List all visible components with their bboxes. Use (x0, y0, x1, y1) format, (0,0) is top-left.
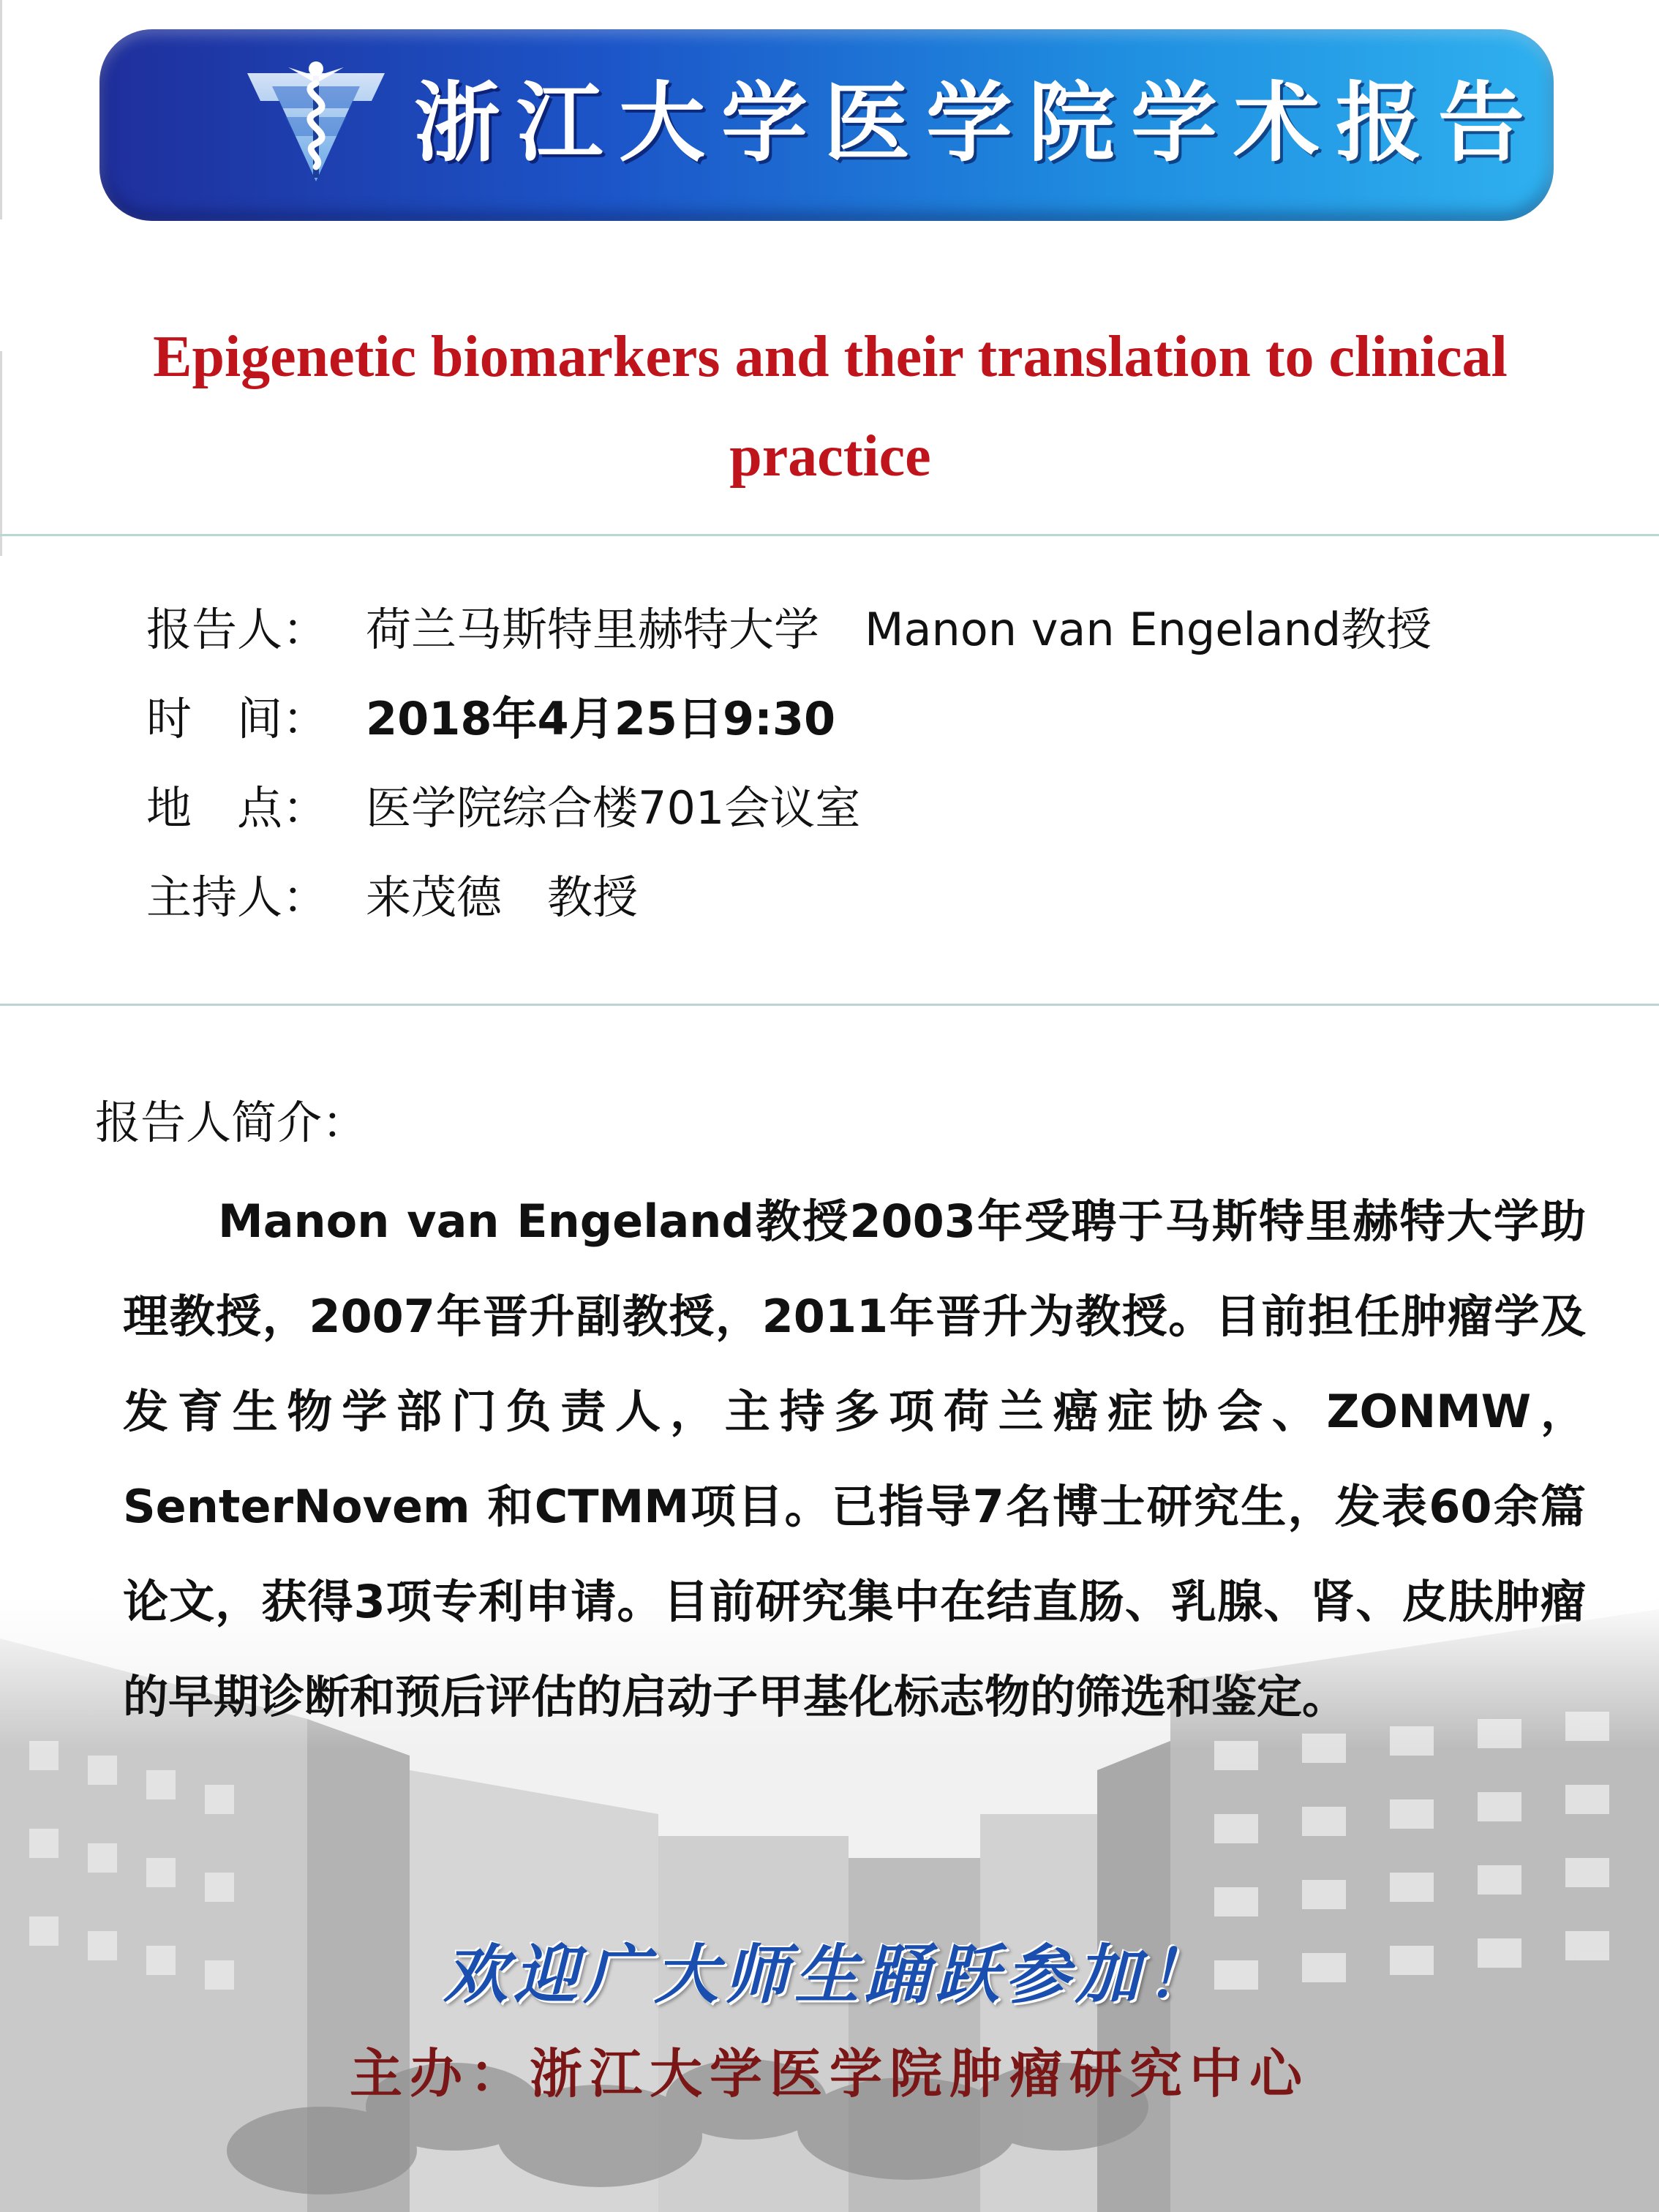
speaker-row (146, 585, 1624, 674)
host-row (146, 853, 1624, 942)
host-value: 来茂德 教授 (366, 870, 639, 924)
host-label: 主持人： (146, 870, 328, 924)
divider-top (0, 534, 1659, 536)
welcome-slogan: 欢迎广大师生踊跃参加！ (443, 1937, 1216, 2012)
header-banner (99, 29, 1554, 221)
edge-mark-top (0, 0, 2, 219)
time-label: 时 间： (146, 692, 328, 745)
time-row (146, 674, 1624, 764)
bio-text: Manon van Engeland教授2003年受聘于马斯特里赫特大学助理教授，2007年晋升副教授，2011年晋升为教授。目前担任肿瘤学及发育生物学部门负责人，主持多项荷兰癌症协会、ZONMW，SenterNovem 和CTMM项目。已指导7名博士研究生，发表60余篇论文，获得3项专利申请。目前研究集中在结直肠、乳腺、肾、皮肤肿瘤的早期诊断和预后评估的启动子甲基化标志物的筛选和鉴定。 (123, 1195, 1586, 1723)
caduceus-shield-icon (243, 57, 389, 196)
speaker-label: 报告人： (146, 603, 328, 656)
banner-title: 浙江大学医学院学术报告 (414, 72, 1541, 173)
talk-title: Epigenetic biomarkers and their translation to clinical practice (153, 325, 1508, 489)
edge-mark-middle (0, 351, 2, 556)
time-value: 2018年4月25日9:30 (366, 692, 836, 745)
organizer-line: 主办：浙江大学医学院肿瘤研究中心 (349, 2043, 1309, 2104)
speaker-value: 荷兰马斯特里赫特大学 Manon van Engeland教授 (366, 603, 1432, 656)
location-label: 地 点： (146, 781, 328, 835)
location-value: 医学院综合楼701会议室 (366, 781, 861, 835)
event-info (146, 585, 1624, 942)
bio-heading: 报告人简介： (95, 1096, 368, 1149)
location-row (146, 764, 1624, 853)
divider-bottom (0, 1004, 1659, 1006)
